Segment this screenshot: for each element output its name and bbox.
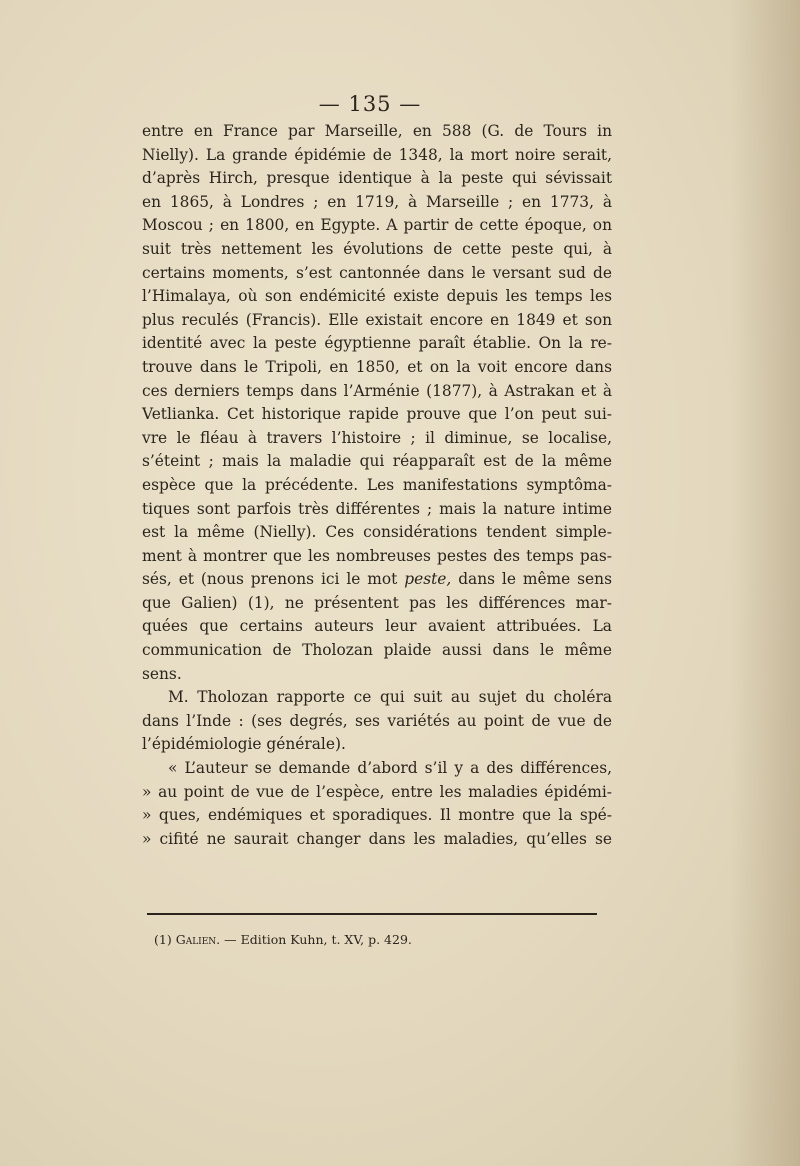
text-line: s’éteint ; mais la maladie qui réapparaît est de la même bbox=[142, 452, 612, 471]
text-line: « L’auteur se demande d’abord s’il y a des différences, bbox=[168, 759, 612, 778]
text-line: quées que certains auteurs leur avaient attribuées. La bbox=[142, 617, 612, 636]
text-line: entre en France par Marseille, en 588 (G. de Tours in bbox=[142, 122, 612, 140]
text-segment: dans le même sens bbox=[458, 570, 612, 589]
text-line: plus reculés (Francis). Elle existait encore en 1849 et son bbox=[142, 310, 612, 329]
text-line: que Galien) (1), ne présentent pas les différences mar- bbox=[142, 593, 612, 612]
text-line: trouve dans le Tripoli, en 1850, et on la voit encore dans bbox=[142, 357, 612, 376]
text-line: espèce que la précédente. Les manifestations symptôma- bbox=[142, 475, 612, 494]
text-line: M. Tholozan rapporte ce qui suit au sujet du choléra bbox=[168, 688, 612, 707]
text-line: suit très nettement les évolutions de cette peste qui, à bbox=[142, 239, 612, 258]
italic-word: peste, bbox=[404, 570, 452, 589]
text-line: l’Himalaya, où son endémicité existe depuis les temps les bbox=[142, 287, 612, 306]
page-number: — 135 — bbox=[318, 92, 422, 116]
text-line: communication de Tholozan plaide aussi dans le même bbox=[142, 641, 612, 660]
text-line: en 1865, à Londres ; en 1719, à Marseille ; en 1773, à bbox=[142, 192, 612, 211]
text-segment: sés, et (nous prenons ici le mot bbox=[142, 570, 398, 589]
text-line: ces derniers temps dans l’Arménie (1877), à Astrakan et à bbox=[142, 381, 612, 400]
text-line: est la même (Nielly). Ces considérations tendent simple- bbox=[142, 523, 612, 542]
text-line: » cifité ne saurait changer dans les maladies, qu’elles se bbox=[142, 829, 612, 848]
text-line: Moscou ; en 1800, en Egypte. A partir de cette époque, on bbox=[142, 216, 612, 235]
text-line: l’épidémiologie générale). bbox=[142, 735, 346, 754]
text-line: vre le fléau à travers l’histoire ; il diminue, se localise, bbox=[142, 428, 612, 447]
text-line: Vetlianka. Cet historique rapide prouve que l’on peut sui- bbox=[142, 405, 612, 424]
text-line: certains moments, s’est cantonnée dans le versant sud de bbox=[142, 263, 612, 282]
text-line: ment à montrer que les nombreuses pestes des temps pas- bbox=[142, 546, 612, 565]
footnote-text: . — Edition Kuhn, t. XV, p. 429. bbox=[216, 932, 412, 947]
text-line: sens. bbox=[142, 664, 182, 683]
footnote-author: Galien bbox=[175, 932, 217, 947]
footnote-marker: (1) bbox=[154, 932, 172, 947]
footnote bbox=[154, 931, 594, 949]
footnote-rule bbox=[147, 913, 597, 915]
text-line-mixed bbox=[142, 568, 612, 592]
body-text bbox=[142, 120, 612, 851]
text-line: identité avec la peste égyptienne paraît établie. On la re- bbox=[142, 334, 612, 353]
text-line: tiques sont parfois très différentes ; mais la nature intime bbox=[142, 499, 612, 518]
text-line: dans l’Inde : (ses degrés, ses variétés au point de vue de bbox=[142, 711, 612, 730]
text-line: » ques, endémiques et sporadiques. Il montre que la spé- bbox=[142, 806, 612, 825]
text-line: d’après Hirch, presque identique à la peste qui sévissait bbox=[142, 169, 612, 188]
text-line: » au point de vue de l’espèce, entre les maladies épidémi- bbox=[142, 782, 612, 801]
text-line: Nielly). La grande épidémie de 1348, la mort noire serait, bbox=[142, 145, 612, 164]
